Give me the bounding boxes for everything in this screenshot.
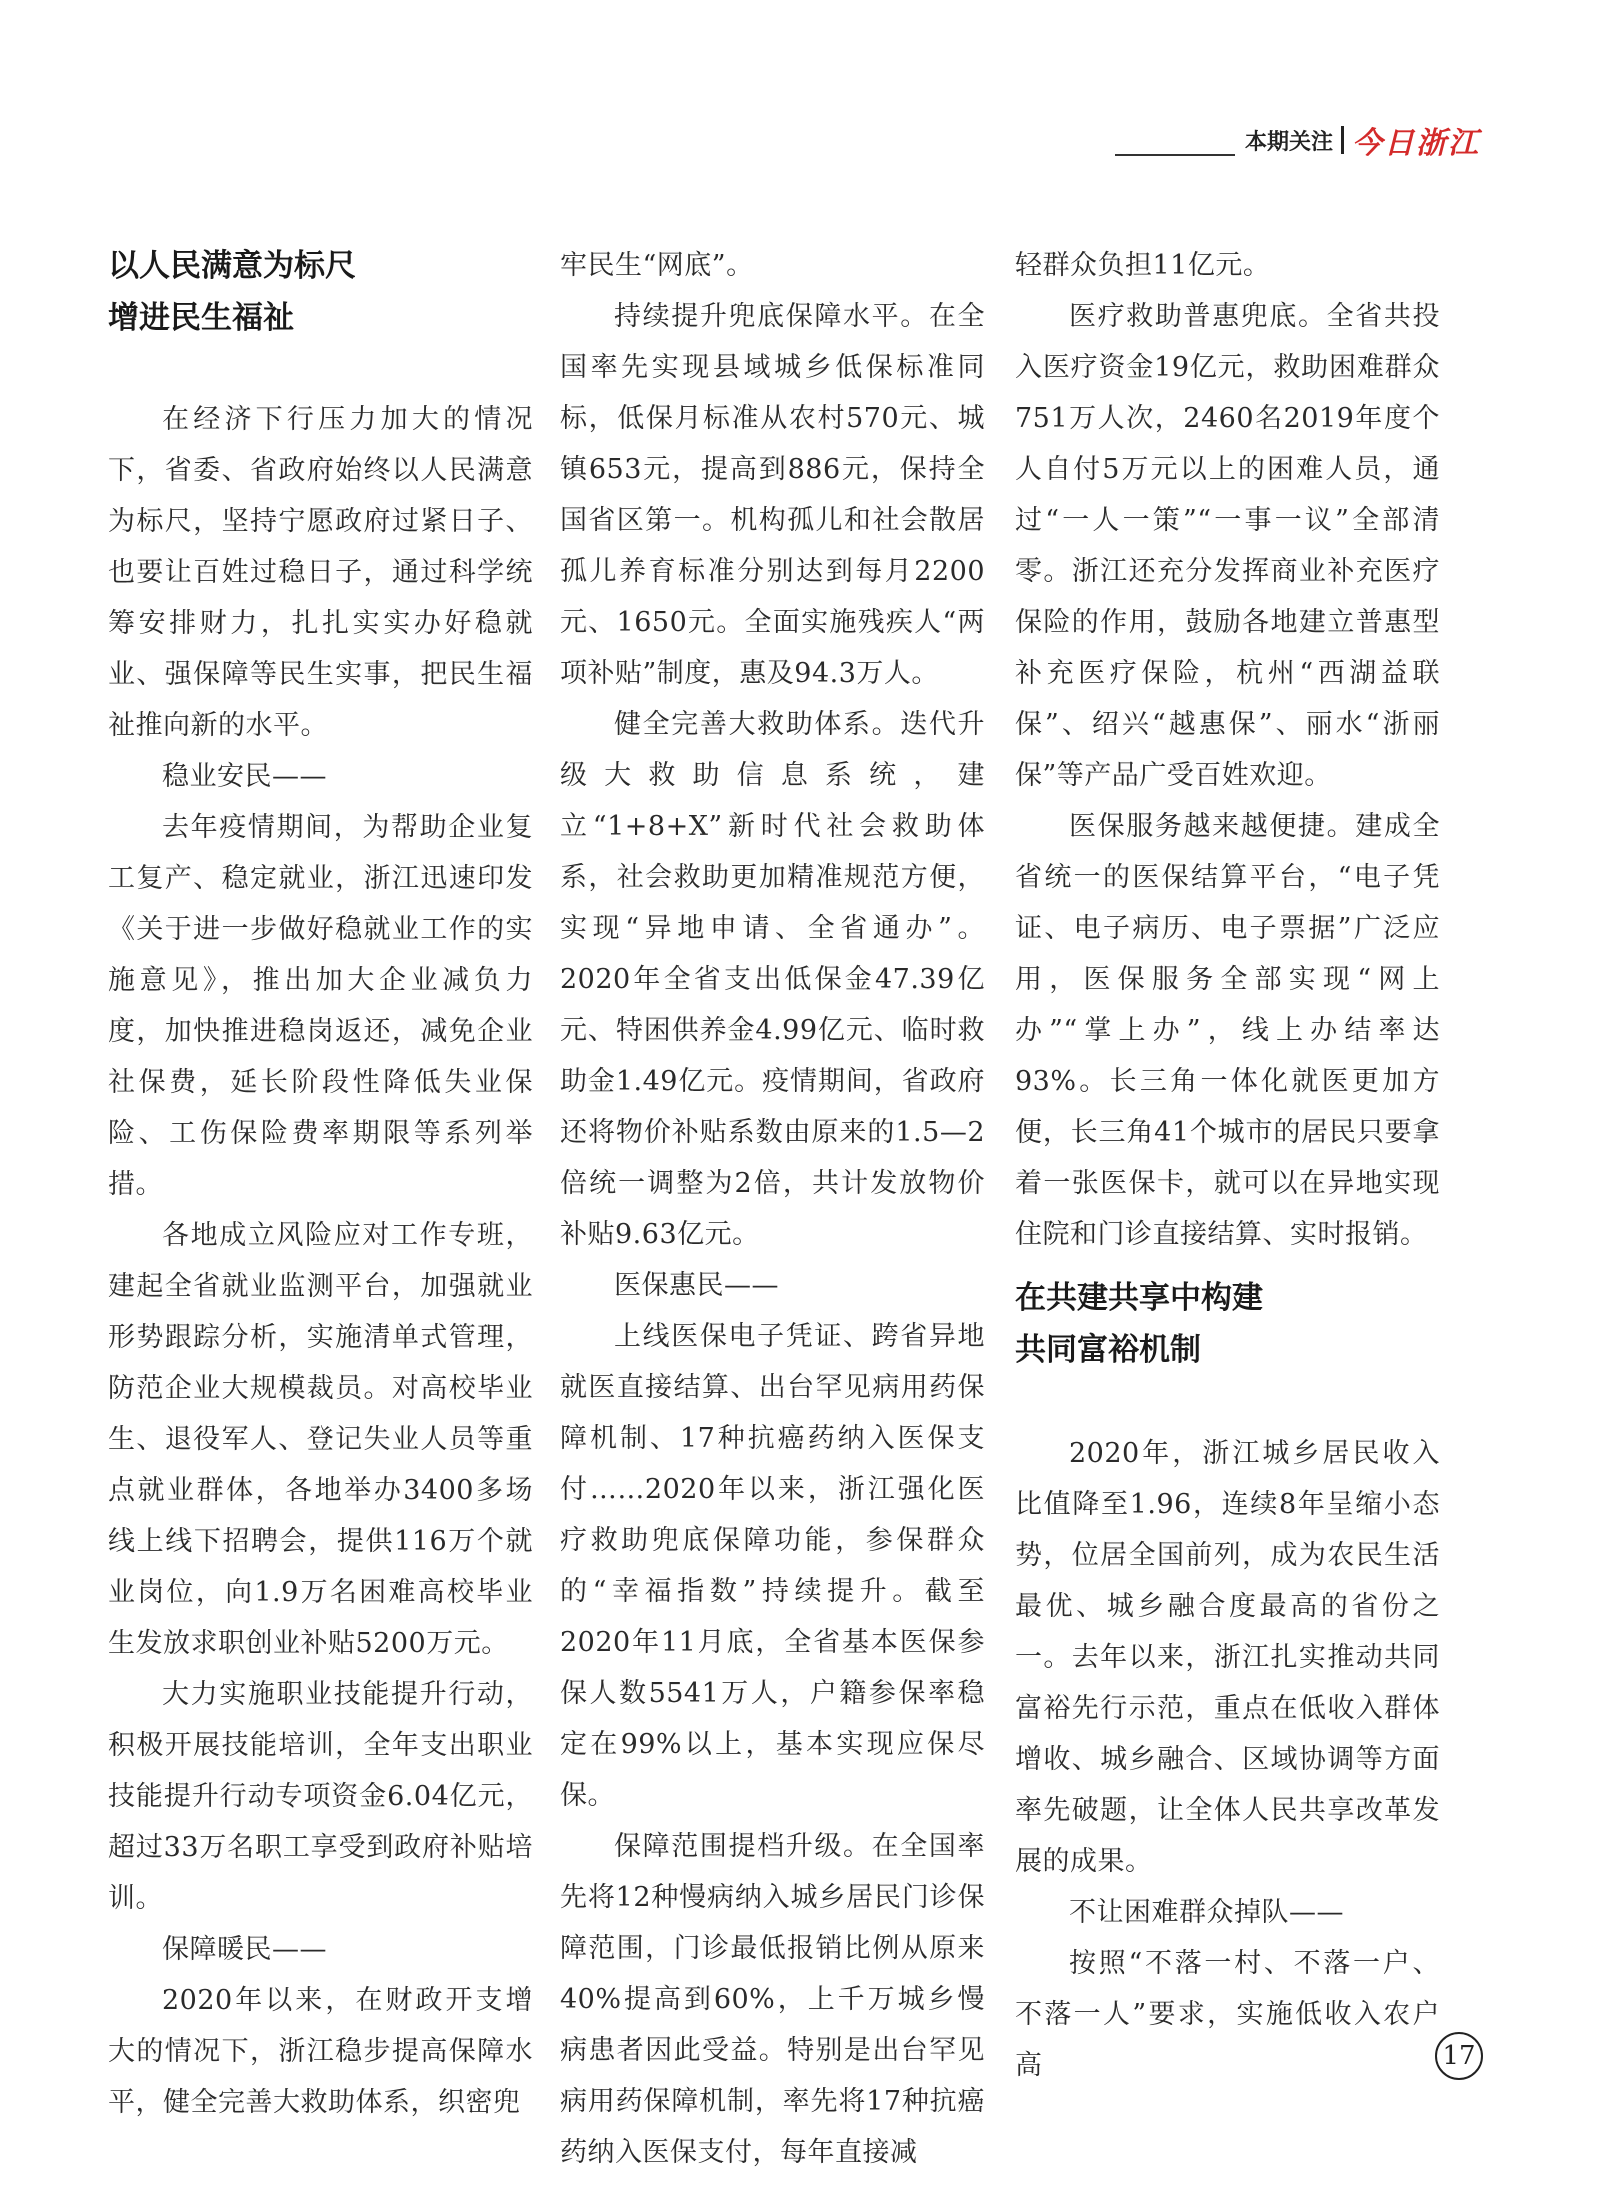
column-3: [1015, 240, 1440, 2091]
paragraph: 上线医保电子凭证、跨省异地就医直接结算、出台罕见病用药保障机制、17种抗癌药纳入医保支付……2020年以来，浙江强化医疗救助兜底保障功能，参保群众的“幸福指数”持续提升。截至2020年11月底，全省基本医保参保人数5541万人，户籍参保率稳定在99%以上，基本实现应保尽保。: [560, 1321, 985, 1811]
section-label: 本期关注: [1244, 129, 1333, 155]
header-divider: [1341, 126, 1344, 154]
section-heading-2: [1015, 1272, 1440, 1376]
subheading: 不让困难群众掉队——: [1069, 1897, 1344, 1928]
section-heading-1: [108, 240, 533, 344]
heading-line: 以人民满意为标尺: [108, 248, 356, 284]
magazine-logo: 今日浙江: [1352, 126, 1480, 161]
paragraph: 按照“不落一村、不落一户、不落一人”要求，实施低收入农户高: [1015, 1948, 1440, 2081]
paragraph: 2020年以来，在财政开支增大的情况下，浙江稳步提高保障水平，健全完善大救助体系，织密兜: [108, 1985, 533, 2118]
subheading: 保障暖民——: [162, 1934, 327, 1965]
paragraph: 保障范围提档升级。在全国率先将12种慢病纳入城乡居民门诊保障范围，门诊最低报销比例从原来40%提高到60%，上千万城乡慢病患者因此受益。特别是出台罕见病用药保障机制，率先将17种抗癌药纳入医保支付，每年直接减: [560, 1831, 985, 2168]
paragraph: 各地成立风险应对工作专班，建起全省就业监测平台，加强就业形势跟踪分析，实施清单式管理，防范企业大规模裁员。对高校毕业生、退役军人、登记失业人员等重点就业群体，各地举办3400多场线上线下招聘会，提供116万个就业岗位，向1.9万名困难高校毕业生发放求职创业补贴5200万元。: [108, 1220, 533, 1659]
paragraph: 去年疫情期间，为帮助企业复工复产、稳定就业，浙江迅速印发《关于进一步做好稳就业工作的实施意见》，推出加大企业减负力度，加快推进稳岗返还，减免企业社保费，延长阶段性降低失业保险、工伤保险费率期限等系列举措。: [108, 812, 533, 1200]
paragraph: 大力实施职业技能提升行动，积极开展技能培训，全年支出职业技能提升行动专项资金6.04亿元，超过33万名职工享受到政府补贴培训。: [108, 1679, 533, 1914]
paragraph: 持续提升兜底保障水平。在全国率先实现县域城乡低保标准同标，低保月标准从农村570元、城镇653元，提高到886元，保持全国省区第一。机构孤儿和社会散居孤儿养育标准分别达到每月2200元、1650元。全面实施残疾人“两项补贴”制度，惠及94.3万人。: [560, 301, 985, 689]
column-2: [560, 240, 985, 2178]
paragraph: 健全完善大救助体系。迭代升级大救助信息系统，建立“1+8+X”新时代社会救助体系，社会救助更加精准规范方便，实现“异地申请、全省通办”。2020年全省支出低保金47.39亿元、特困供养金4.99亿元、临时救助金1.49亿元。疫情期间，省政府还将物价补贴系数由原来的1.5—2倍统一调整为2倍，共计发放物价补贴9.63亿元。: [560, 709, 985, 1250]
subheading: 医保惠民——: [614, 1270, 779, 1301]
heading-line: 增进民生福祉: [108, 300, 294, 336]
paragraph: 2020年，浙江城乡居民收入比值降至1.96，连续8年呈缩小态势，位居全国前列，成为农民生活最优、城乡融合度最高的省份之一。去年以来，浙江扎实推动共同富裕先行示范，重点在低收入群体增收、城乡融合、区域协调等方面率先破题，让全体人民共享改革发展的成果。: [1015, 1438, 1440, 1877]
header-rule: [1115, 154, 1235, 156]
page-number: 17: [1435, 2032, 1483, 2080]
heading-line: 在共建共享中构建: [1015, 1280, 1263, 1316]
heading-line: 共同富裕机制: [1015, 1332, 1201, 1368]
paragraph-continued: 轻群众负担11亿元。: [1015, 250, 1271, 281]
subheading: 稳业安民——: [162, 761, 327, 792]
paragraph: 医疗救助普惠兜底。全省共投入医疗资金19亿元，救助困难群众751万人次，2460名2019年度个人自付5万元以上的困难人员，通过“一人一策”“一事一议”全部清零。浙江还充分发挥商业补充医疗保险的作用，鼓励各地建立普惠型补充医疗保险，杭州“西湖益联保”、绍兴“越惠保”、丽水“浙丽保”等产品广受百姓欢迎。: [1015, 301, 1440, 791]
column-1: [108, 240, 533, 2128]
paragraph-continued: 牢民生“网底”。: [560, 250, 754, 281]
paragraph: 医保服务越来越便捷。建成全省统一的医保结算平台，“电子凭证、电子病历、电子票据”广泛应用，医保服务全部实现“网上办”“掌上办”，线上办结率达93%。长三角一体化就医更加方便，长三角41个城市的居民只要拿着一张医保卡，就可以在异地实现住院和门诊直接结算、实时报销。: [1015, 811, 1440, 1250]
paragraph: 在经济下行压力加大的情况下，省委、省政府始终以人民满意为标尺，坚持宁愿政府过紧日子、也要让百姓过稳日子，通过科学统筹安排财力，扎扎实实办好稳就业、强保障等民生实事，把民生福祉推向新的水平。: [108, 404, 533, 741]
page-header: [1115, 118, 1480, 162]
